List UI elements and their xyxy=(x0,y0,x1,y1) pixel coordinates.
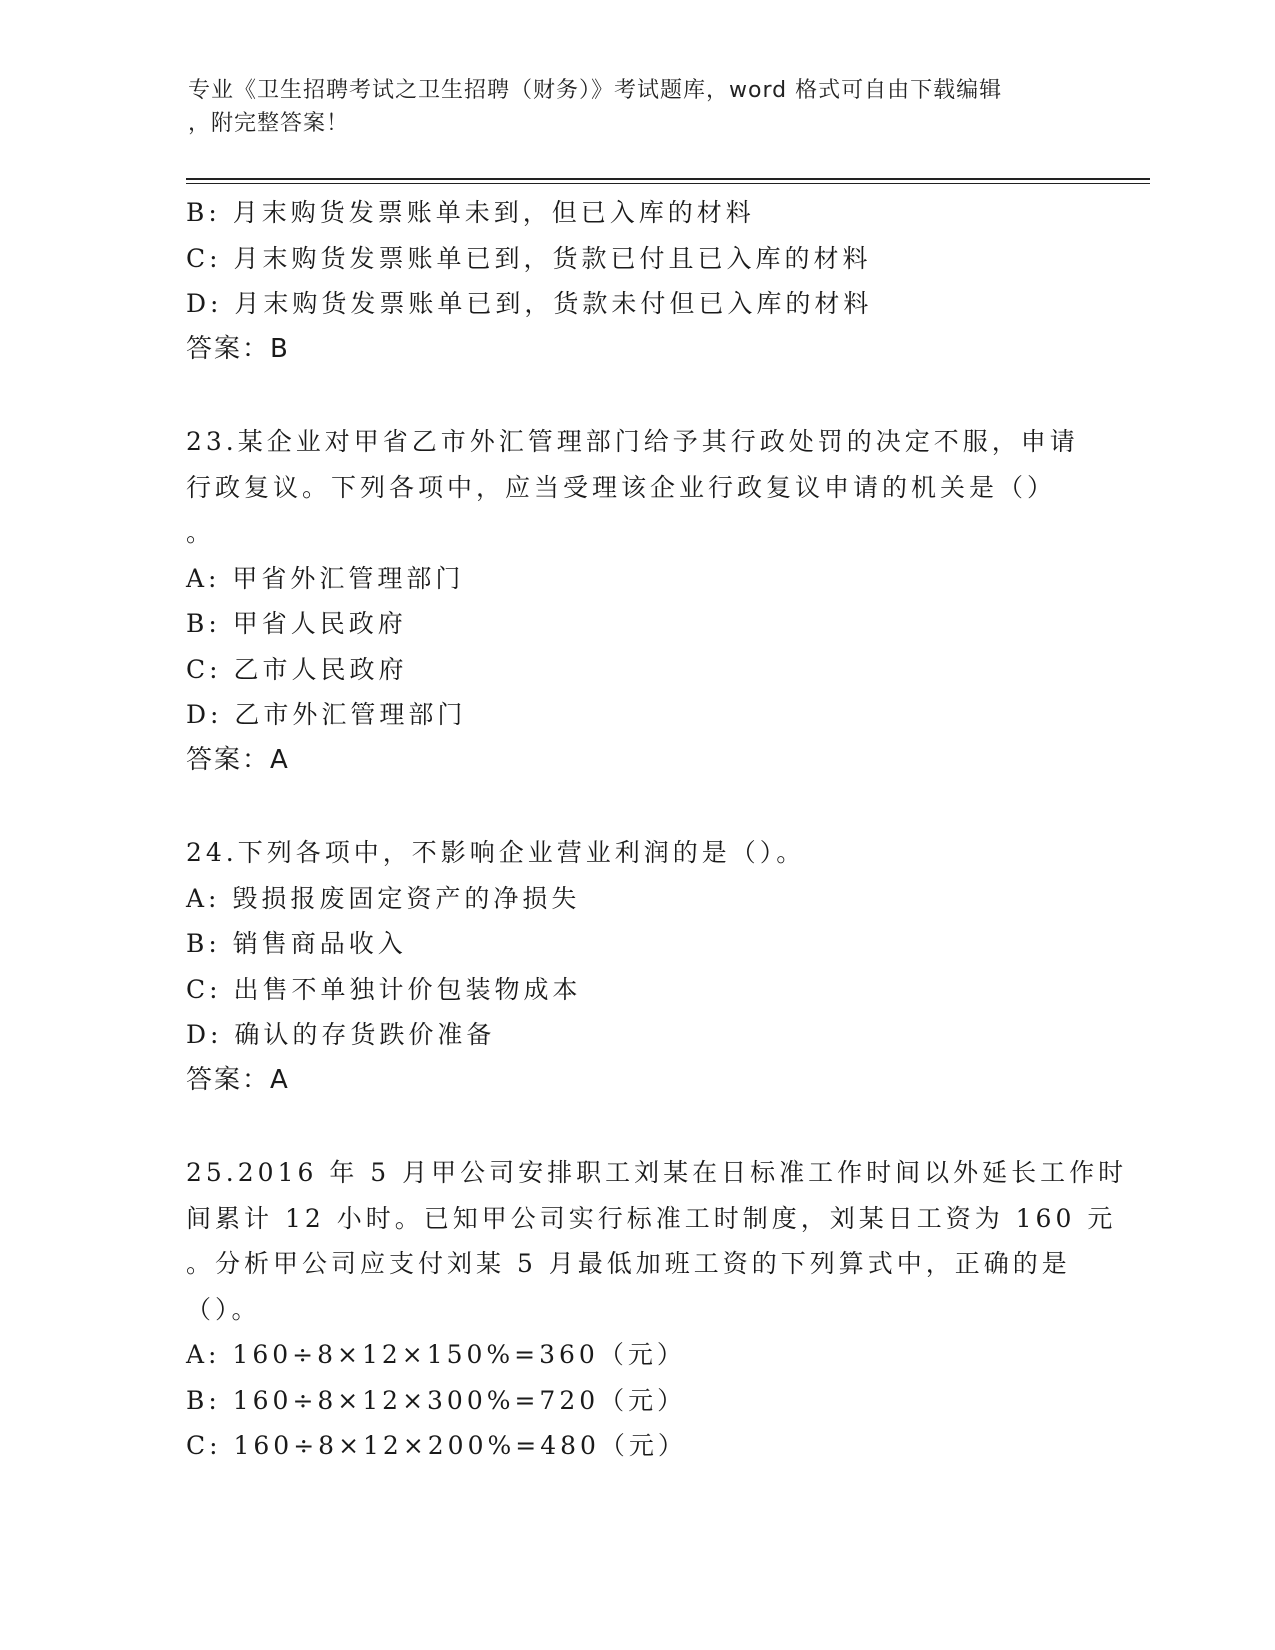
document-content xyxy=(186,190,1128,1469)
question-text-line: 。 xyxy=(186,518,216,547)
option-c: C: 160÷8×12×200%=480（元） xyxy=(186,1431,687,1460)
header-line-1: 专业《卫生招聘考试之卫生招聘（财务）》考试题库，word 格式可自由下载编辑 xyxy=(188,78,1003,103)
answer: 答案：B xyxy=(186,333,290,364)
option-b: B: 160÷8×12×300%=720（元） xyxy=(186,1385,687,1415)
question-text-line: 24.下列各项中，不影响企业营业利润的是（）。 xyxy=(186,838,806,867)
option-c: C: 月末购货发票账单已到，货款已付且已入库的材料 xyxy=(186,243,872,273)
question-22-tail xyxy=(186,190,1086,372)
option-a: A: 160÷8×12×150%=360（元） xyxy=(186,1340,686,1369)
option-a: A: 甲省外汇管理部门 xyxy=(186,563,465,593)
option-c: C: 出售不单独计价包装物成本 xyxy=(186,974,582,1004)
option-a: A: 毁损报废固定资产的净损失 xyxy=(186,883,581,913)
question-text-line: 23.某企业对甲省乙市外汇管理部门给予其行政处罚的决定不服，申请 xyxy=(186,427,1079,456)
question-text-line: 行政复议。下列各项中，应当受理该企业行政复议申请的机关是（） xyxy=(186,472,1057,502)
option-d: D: 月末购货发票账单已到，货款未付但已入库的材料 xyxy=(186,289,873,318)
answer: 答案：A xyxy=(186,1064,290,1095)
question-24 xyxy=(186,830,1086,1103)
option-c: C: 乙市人民政府 xyxy=(186,654,408,684)
question-25 xyxy=(186,1150,1128,1469)
question-text-line: 25.2016 年 5 月甲公司安排职工刘某在日标准工作时间以外延长工作时 xyxy=(186,1158,1128,1187)
option-b: B: 销售商品收入 xyxy=(186,929,407,958)
header-rule-thick xyxy=(186,178,1150,180)
question-text-line: （）。 xyxy=(186,1294,261,1324)
option-b: B: 甲省人民政府 xyxy=(186,609,407,638)
question-text-line: 间累计 12 小时。已知甲公司实行标准工时制度，刘某日工资为 160 元 xyxy=(186,1203,1117,1233)
answer: 答案：A xyxy=(186,744,290,775)
header-rule-thin xyxy=(186,183,1150,184)
question-text-line: 。分析甲公司应支付刘某 5 月最低加班工资的下列算式中，正确的是 xyxy=(186,1249,1071,1278)
option-d: D: 乙市外汇管理部门 xyxy=(186,700,467,729)
header-line-2: ，附完整答案！ xyxy=(188,111,350,136)
page-header xyxy=(188,74,1068,140)
option-d: D: 确认的存货跌价准备 xyxy=(186,1020,496,1049)
option-b: B: 月末购货发票账单未到，但已入库的材料 xyxy=(186,198,755,227)
question-23 xyxy=(186,419,1086,783)
